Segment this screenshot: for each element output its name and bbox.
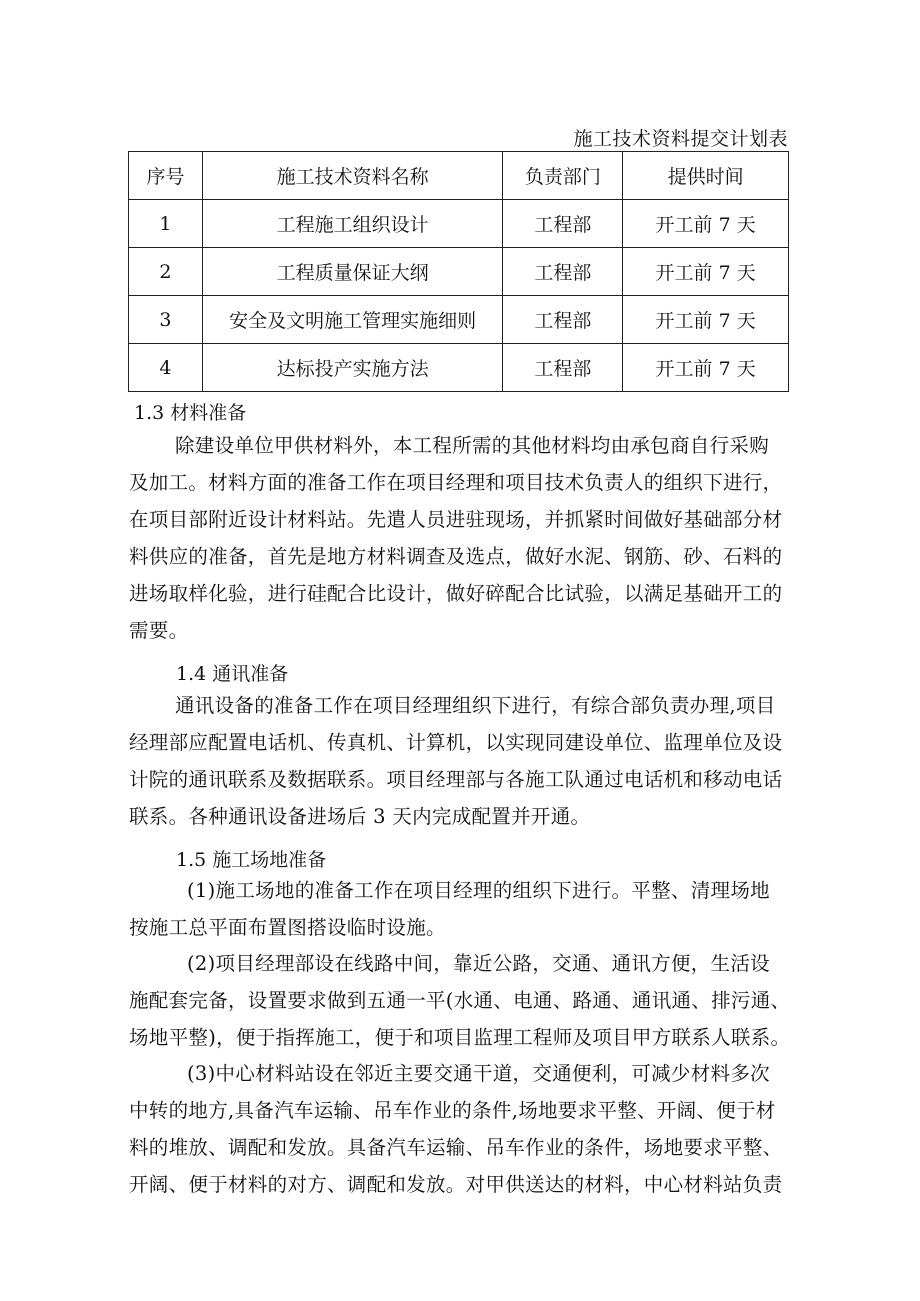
paragraph-line: 进场取样化验，进行硅配合比设计，做好碎配合比试验，以满足基础开工的 [129, 582, 783, 605]
paragraph-line: (1)施工场地的准备工作在项目经理的组织下进行。平整、清理场地 [187, 879, 770, 902]
cell-department: 工程部 [503, 344, 623, 392]
table-row [129, 248, 789, 296]
cell-index: 3 [129, 296, 203, 344]
paragraph-line: 经理部应配置电话机、传真机、计算机，以实现同建设单位、监理单位及设 [129, 731, 783, 754]
paragraph-line: 在项目部附近设计材料站。先遣人员进驻现场，并抓紧时间做好基础部分材 [129, 508, 783, 531]
cell-index: 2 [129, 248, 203, 296]
site-paragraph-3 [129, 1055, 791, 1203]
paragraph-line: 料供应的准备，首先是地方材料调查及选点，做好水泥、钢筋、砂、石料的 [129, 545, 783, 568]
cell-department: 工程部 [503, 296, 623, 344]
paragraph-line: 按施工总平面布置图搭设临时设施。 [129, 916, 446, 939]
table-header-row [129, 152, 789, 200]
paragraph-line: 料的堆放、调配和发放。具备汽车运输、吊车作业的条件，场地要求平整、 [129, 1136, 783, 1159]
header-time: 提供时间 [623, 152, 789, 200]
paragraph-line: 中转的地方,具备汽车运输、吊车作业的条件,场地要求平整、开阔、便于材 [129, 1099, 776, 1122]
cell-department: 工程部 [503, 200, 623, 248]
header-department: 负责部门 [503, 152, 623, 200]
cell-time: 开工前 7 天 [623, 248, 789, 296]
section-heading-communication: 1.4 通讯准备 [176, 663, 289, 685]
paragraph-line: (2)项目经理部设在线路中间，靠近公路，交通、通讯方便，生活设 [187, 952, 770, 975]
cell-time: 开工前 7 天 [623, 200, 789, 248]
paragraph-line: 联系。各种通讯设备进场后 3 天内完成配置并开通。 [129, 805, 591, 828]
submission-plan-table [128, 151, 789, 392]
cell-index: 4 [129, 344, 203, 392]
section-heading-materials: 1.3 材料准备 [134, 402, 247, 424]
paragraph-line: 场地平整)，便于指挥施工，便于和项目监理工程师及项目甲方联系人联系。 [129, 1026, 791, 1049]
paragraph-line: 通讯设备的准备工作在项目经理组织下进行，有综合部负责办理,项目 [175, 694, 776, 717]
cell-doc-name: 安全及文明施工管理实施细则 [202, 296, 503, 344]
site-paragraph-2 [129, 945, 791, 1056]
cell-doc-name: 工程质量保证大纲 [202, 248, 503, 296]
paragraph-line: 开阔、便于材料的对方、调配和发放。对甲供送达的材料，中心材料站负责 [129, 1173, 783, 1196]
paragraph-line: 施配套完备，设置要求做到五通一平(水通、电通、路通、通讯通、排污通、 [129, 989, 791, 1012]
cell-doc-name: 工程施工组织设计 [202, 200, 503, 248]
paragraph-line: 除建设单位甲供材料外，本工程所需的其他材料均由承包商自行采购 [175, 434, 770, 457]
site-paragraph-1 [129, 872, 791, 946]
table-row [129, 344, 789, 392]
cell-index: 1 [129, 200, 203, 248]
table-caption: 施工技术资料提交计划表 [573, 128, 788, 150]
cell-doc-name: 达标投产实施方法 [202, 344, 503, 392]
table-row [129, 296, 789, 344]
paragraph-line: 及加工。材料方面的准备工作在项目经理和项目技术负责人的组织下进行， [129, 471, 783, 494]
paragraph-line: 计院的通讯联系及数据联系。项目经理部与各施工队通过电话机和移动电话 [129, 768, 783, 791]
communication-paragraph [129, 687, 791, 835]
cell-department: 工程部 [503, 248, 623, 296]
header-index: 序号 [129, 152, 203, 200]
paragraph-line: 需要。 [129, 619, 189, 642]
cell-time: 开工前 7 天 [623, 296, 789, 344]
table-row [129, 200, 789, 248]
header-doc-name: 施工技术资料名称 [202, 152, 503, 200]
paragraph-line: (3)中心材料站设在邻近主要交通干道，交通便利，可减少材料多次 [187, 1062, 770, 1085]
section-heading-site: 1.5 施工场地准备 [176, 849, 327, 871]
cell-time: 开工前 7 天 [623, 344, 789, 392]
materials-paragraph [129, 427, 791, 649]
